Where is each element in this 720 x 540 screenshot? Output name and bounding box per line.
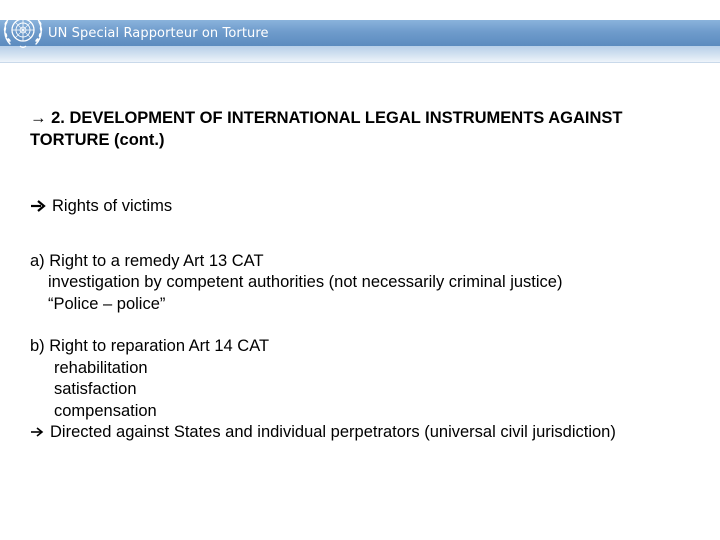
wing-arrow-icon [30,199,46,213]
top-band [0,0,720,20]
heading-arrow: → [30,109,47,127]
rights-text: Rights of victims [52,197,173,215]
header-title: UN Special Rapporteur on Torture [48,26,269,41]
heading-text: 2. DEVELOPMENT OF INTERNATIONAL LEGAL INSTRUMENTS AGAINST TORTURE (cont.) [30,109,623,149]
arrow-right-icon [30,426,44,438]
item-b-title: b) Right to reparation Art 14 CAT [30,337,270,355]
item-a-line: “Police – police” [48,294,166,313]
un-emblem-icon [0,8,46,54]
header-divider [0,62,720,63]
item-b-line: rehabilitation [54,358,148,377]
item-b-conclusion-text: Directed against States and individual perpetrators (universal civil jurisdiction) [50,423,616,441]
item-a-line: investigation by competent authorities (not necessarily criminal justice) [48,273,563,291]
item-a [30,251,710,316]
item-b-line: compensation [54,401,157,420]
slide-content [30,108,710,444]
rights-line [30,196,710,218]
header-stripe [0,46,720,62]
item-b [30,336,710,444]
item-b-conclusion [30,422,710,444]
slide-heading [30,108,690,151]
item-a-title: a) Right to a remedy Art 13 CAT [30,251,264,270]
item-b-line: satisfaction [54,380,137,398]
